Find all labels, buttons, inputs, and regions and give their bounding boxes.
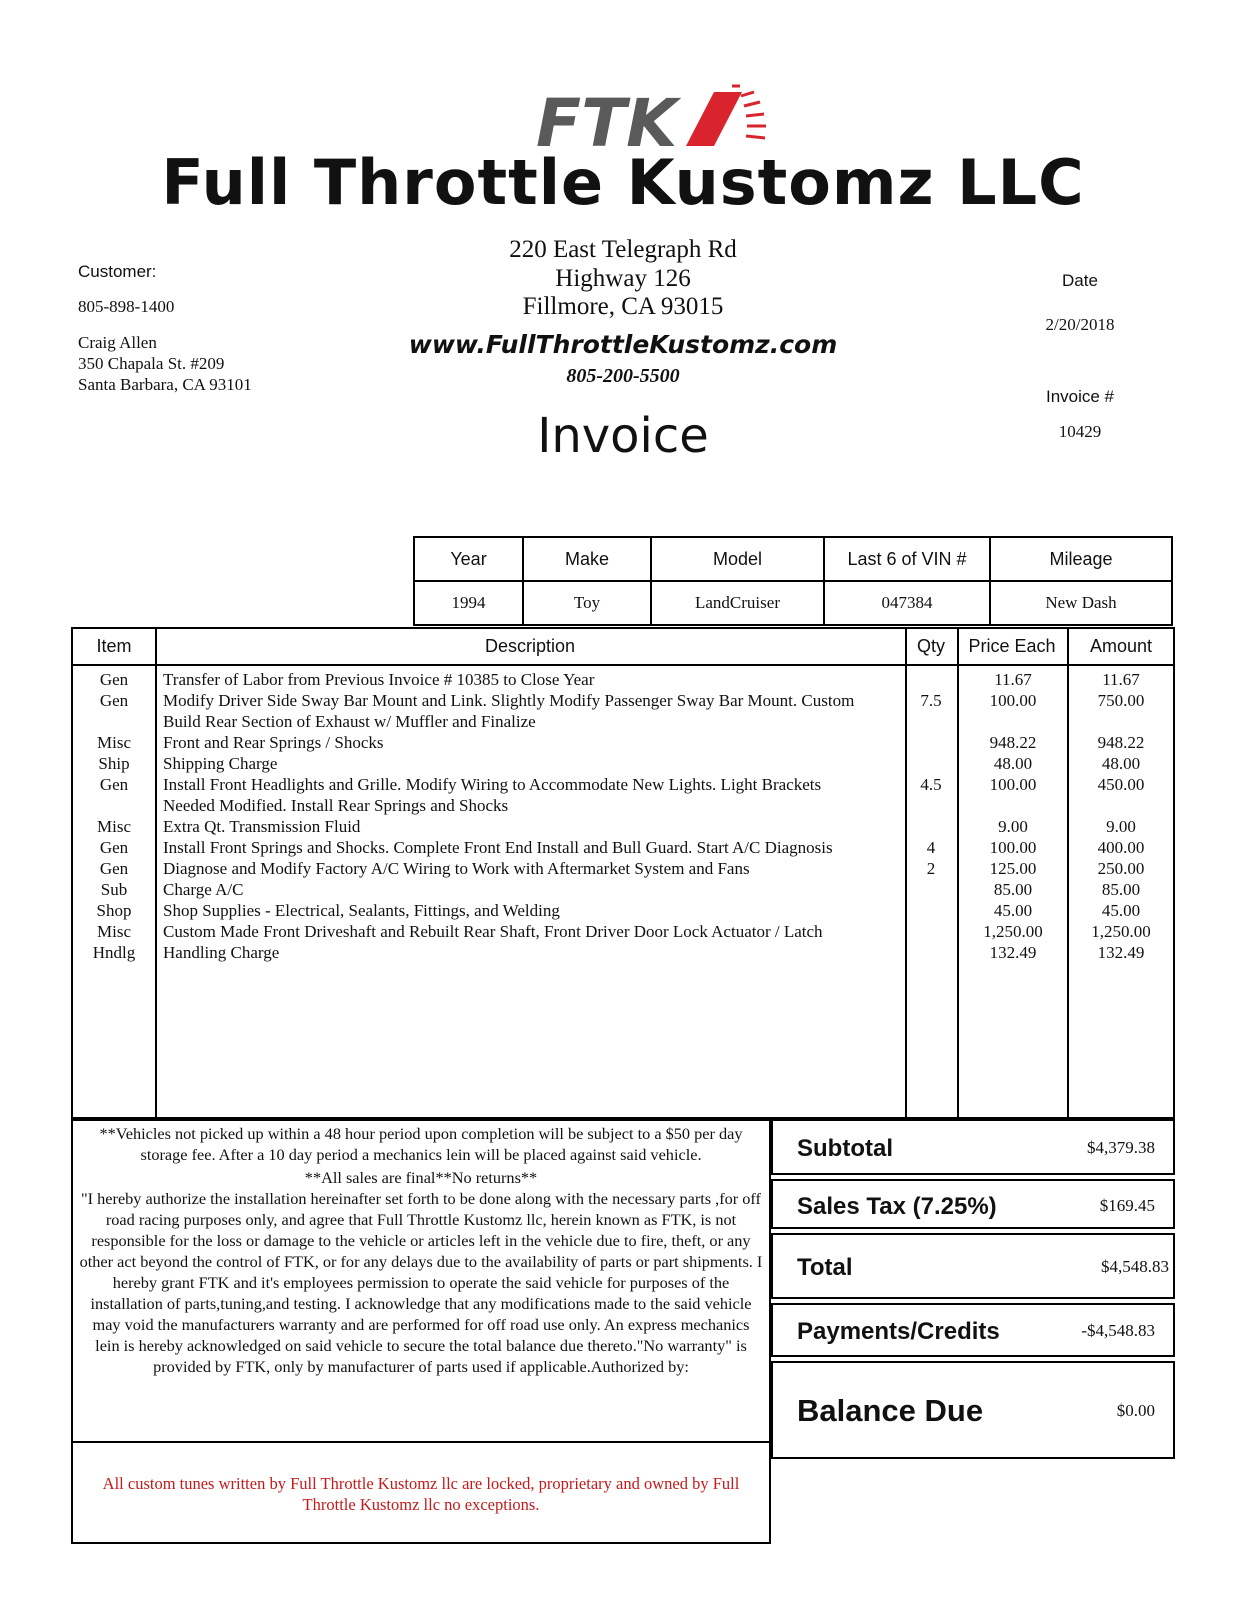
item-code: Misc bbox=[97, 922, 131, 941]
table-row bbox=[73, 879, 1173, 900]
balance-label: Balance Due bbox=[797, 1393, 984, 1428]
table-row bbox=[73, 732, 1173, 753]
item-price: 85.00 bbox=[993, 880, 1033, 899]
item-amount: 11.67 bbox=[1102, 670, 1140, 689]
item-price: 9.00 bbox=[998, 817, 1028, 836]
balance-value: $0.00 bbox=[1116, 1401, 1155, 1420]
item-description: Install Front Headlights and Grille. Modify Wiring to Accommodate New Lights. Light Brackets bbox=[163, 775, 822, 794]
item-amount: 9.00 bbox=[1106, 817, 1136, 836]
item-code: Hndlg bbox=[92, 943, 136, 962]
website-link[interactable]: www.FullThrottleKustomz.com bbox=[408, 330, 838, 359]
balance-row bbox=[771, 1361, 1175, 1459]
vehicle-make: Toy bbox=[523, 581, 651, 625]
vehicle-header-year: Year bbox=[414, 537, 523, 581]
table-row bbox=[73, 837, 1173, 858]
item-qty: 2 bbox=[926, 859, 936, 878]
final-sale-notice: **All sales are final**No returns** bbox=[304, 1168, 538, 1187]
items-header-description: Description bbox=[484, 636, 576, 656]
item-code: Gen bbox=[99, 670, 129, 689]
item-amount: 450.00 bbox=[1097, 775, 1145, 794]
terms-box bbox=[71, 1119, 771, 1443]
customer-name: Craig Allen bbox=[78, 333, 157, 352]
sales-tax-value: $169.45 bbox=[1099, 1196, 1155, 1215]
item-amount: 400.00 bbox=[1097, 838, 1145, 857]
vehicle-table bbox=[413, 536, 1173, 626]
item-description: Shop Supplies - Electrical, Sealants, Fittings, and Welding bbox=[163, 901, 560, 920]
table-row bbox=[73, 858, 1173, 879]
item-code: Ship bbox=[98, 754, 130, 773]
invoice-number-label: Invoice # bbox=[1045, 387, 1115, 406]
item-amount: 132.49 bbox=[1097, 943, 1145, 962]
item-price: 948.22 bbox=[989, 733, 1037, 752]
items-header-item: Item bbox=[96, 636, 132, 656]
date-label: Date bbox=[1062, 271, 1098, 290]
item-price: 45.00 bbox=[993, 901, 1033, 920]
table-row bbox=[73, 816, 1173, 837]
items-header-qty: Qty bbox=[916, 636, 945, 656]
table-row bbox=[73, 753, 1173, 774]
table-row bbox=[73, 774, 1173, 816]
address-line-3: Fillmore, CA 93015 bbox=[522, 293, 724, 320]
item-amount: 948.22 bbox=[1097, 733, 1145, 752]
vehicle-vin: 047384 bbox=[824, 581, 990, 625]
item-description: Handling Charge bbox=[163, 943, 280, 962]
item-price: 132.49 bbox=[989, 943, 1037, 962]
table-row bbox=[73, 669, 1173, 690]
item-price: 125.00 bbox=[989, 859, 1037, 878]
storage-notice: **Vehicles not picked up within a 48 hour period upon completion will be subject to a $50 per day storage fee. After a 10 day period a mechanics lein will be placed against said vehicle. bbox=[99, 1124, 743, 1164]
item-price: 100.00 bbox=[989, 691, 1037, 710]
subtotal-value: $4,379.38 bbox=[1087, 1138, 1155, 1157]
item-amount: 45.00 bbox=[1101, 901, 1141, 920]
authorization-text: "I hereby authorize the installation hereinafter set forth to be done along with the necessary parts ,for off road racing purposes only, and agree that Full Throttle Kustomz llc, herein known as FTK, is not responsible for the loss or damage to the vehicle or articles left in the vehicle due to fire, theft, or any other act beyond the control of FTK, or for any delays due to the availability of parts or part shipments. I hereby grant FTK and it's employees permission to operate the said vehicle for purposes of the installation of parts,tuning,and testing. I acknowledge that any modifications made to the said vehicle may void the manufacturers warranty and are performed for off road use only. An express mechanics lein is hereby acknowledged on said vehicle to secure the total balance due thereto."No warranty" is provided by FTK, only by manufacturer of parts used if applicable.Authorized by: bbox=[79, 1189, 763, 1376]
item-description: Transfer of Labor from Previous Invoice # 10385 to Close Year bbox=[163, 670, 595, 689]
address-line-1: 220 East Telegraph Rd bbox=[509, 236, 737, 263]
item-description: Shipping Charge bbox=[163, 754, 278, 773]
item-code: Gen bbox=[99, 859, 129, 878]
item-price: 100.00 bbox=[989, 838, 1037, 857]
item-amount: 1,250.00 bbox=[1091, 922, 1151, 941]
item-qty: 4 bbox=[926, 838, 936, 857]
vehicle-header-vin: Last 6 of VIN # bbox=[824, 537, 990, 581]
vehicle-header-model: Model bbox=[651, 537, 824, 581]
payments-value: -$4,548.83 bbox=[1081, 1321, 1155, 1340]
item-price: 1,250.00 bbox=[983, 922, 1043, 941]
vehicle-year: 1994 bbox=[414, 581, 523, 625]
total-value: $4,548.83 bbox=[1101, 1257, 1169, 1276]
sales-tax-row bbox=[771, 1179, 1175, 1229]
vehicle-model: LandCruiser bbox=[651, 581, 824, 625]
item-code: Gen bbox=[99, 691, 129, 710]
table-row bbox=[73, 690, 1173, 732]
address-line-2: Highway 126 bbox=[555, 265, 691, 292]
items-header-amount: Amount bbox=[1089, 636, 1153, 656]
tunes-notice: All custom tunes written by Full Throttle Kustomz llc are locked, proprietary and owned by Full Throttle Kustomz llc no exceptions. bbox=[71, 1441, 771, 1544]
invoice-date: 2/20/2018 bbox=[1045, 315, 1115, 334]
item-code: Misc bbox=[97, 733, 131, 752]
item-price: 11.67 bbox=[994, 670, 1032, 689]
item-description: Charge A/C bbox=[163, 880, 244, 899]
item-description: Custom Made Front Driveshaft and Rebuilt Rear Shaft, Front Driver Door Lock Actuator / Latch bbox=[163, 922, 823, 941]
item-qty: 4.5 bbox=[920, 775, 942, 794]
totals-panel bbox=[771, 1119, 1175, 1463]
line-items-body bbox=[73, 669, 1173, 963]
sales-tax-label: Sales Tax (7.25%) bbox=[797, 1193, 997, 1220]
item-amount: 85.00 bbox=[1101, 880, 1141, 899]
ftk-logo bbox=[536, 84, 776, 154]
item-description-continued: Needed Modified. Install Rear Springs and Shocks bbox=[163, 796, 509, 815]
item-qty: 7.5 bbox=[920, 691, 942, 710]
item-code: Misc bbox=[97, 817, 131, 836]
payments-label: Payments/Credits bbox=[797, 1318, 1000, 1345]
subtotal-label: Subtotal bbox=[797, 1135, 893, 1162]
item-description: Install Front Springs and Shocks. Complete Front End Install and Bull Guard. Start A/C Diagnosis bbox=[163, 838, 833, 857]
customer-phone: 805-898-1400 bbox=[78, 297, 175, 316]
item-price: 48.00 bbox=[993, 754, 1033, 773]
vehicle-mileage: New Dash bbox=[990, 581, 1172, 625]
item-amount: 48.00 bbox=[1101, 754, 1141, 773]
ftk-logo-text: FTK bbox=[536, 85, 678, 154]
customer-label: Customer: bbox=[78, 262, 157, 281]
table-row bbox=[73, 942, 1173, 963]
customer-street: 350 Chapala St. #209 bbox=[78, 354, 225, 373]
item-description: Extra Qt. Transmission Fluid bbox=[163, 817, 361, 836]
total-row bbox=[771, 1233, 1175, 1299]
table-row bbox=[73, 900, 1173, 921]
payments-row bbox=[771, 1303, 1175, 1357]
line-items-table bbox=[71, 627, 1175, 1119]
vehicle-header-mileage: Mileage bbox=[990, 537, 1172, 581]
subtotal-row bbox=[771, 1119, 1175, 1175]
item-code: Gen bbox=[99, 775, 129, 794]
item-code: Gen bbox=[99, 838, 129, 857]
table-row bbox=[73, 921, 1173, 942]
item-amount: 250.00 bbox=[1097, 859, 1145, 878]
customer-city: Santa Barbara, CA 93101 bbox=[78, 375, 252, 394]
item-code: Shop bbox=[96, 901, 132, 920]
item-description: Modify Driver Side Sway Bar Mount and Link. Slightly Modify Passenger Sway Bar Mount. Custom bbox=[163, 691, 855, 710]
item-description: Front and Rear Springs / Shocks bbox=[163, 733, 384, 752]
page-title: Invoice bbox=[537, 408, 709, 464]
item-code: Sub bbox=[100, 880, 128, 899]
items-header-price: Price Each bbox=[968, 636, 1056, 656]
company-name: Full Throttle Kustomz LLC bbox=[161, 146, 1085, 219]
item-price: 100.00 bbox=[989, 775, 1037, 794]
company-phone: 805-200-5500 bbox=[566, 365, 680, 387]
vehicle-header-make: Make bbox=[523, 537, 651, 581]
item-amount: 750.00 bbox=[1097, 691, 1145, 710]
item-description-continued: Build Rear Section of Exhaust w/ Muffler and Finalize bbox=[163, 712, 536, 731]
item-description: Diagnose and Modify Factory A/C Wiring to Work with Aftermarket System and Fans bbox=[163, 859, 750, 878]
total-label: Total bbox=[797, 1254, 853, 1281]
invoice-number: 10429 bbox=[1058, 422, 1102, 441]
